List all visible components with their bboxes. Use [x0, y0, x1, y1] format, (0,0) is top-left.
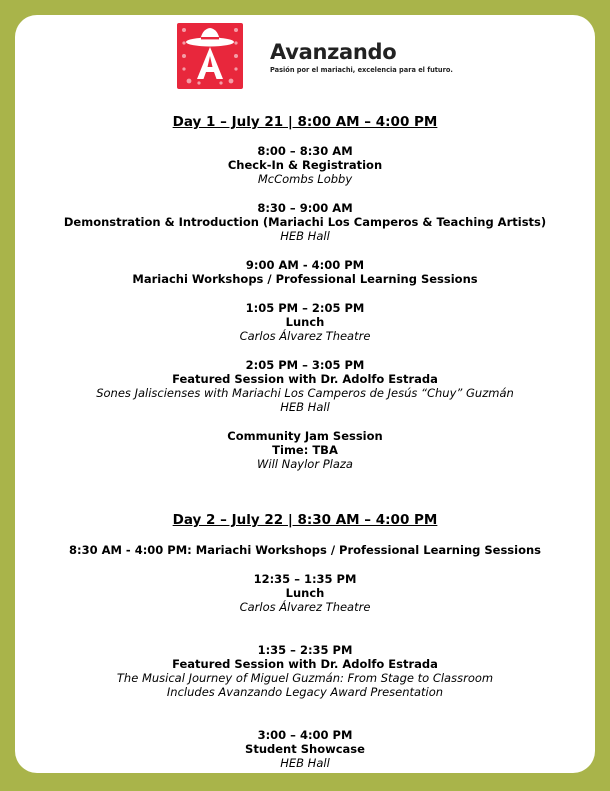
session-location: HEB Hall	[280, 400, 330, 414]
session-title: Featured Session with Dr. Adolfo Estrada	[172, 372, 438, 386]
brand-name: Avanzando	[270, 40, 397, 64]
session-all-day: 8:30 AM - 4:00 PM: Mariachi Workshops / Professional Learning Sessions	[68, 543, 542, 557]
session-time: 2:05 PM – 3:05 PM	[245, 358, 365, 372]
session-title: Community Jam Session	[227, 429, 383, 443]
session-location: Will Naylor Plaza	[257, 457, 353, 471]
session-time: 12:35 – 1:35 PM	[253, 572, 357, 586]
brand-tagline: Pasión por el mariachi, excelencia para el futuro.	[270, 66, 453, 74]
session-title: Lunch	[285, 315, 325, 329]
session-location: HEB Hall	[280, 756, 330, 770]
session-location: McCombs Lobby	[257, 172, 353, 186]
session-title: Student Showcase	[245, 742, 365, 756]
day1-heading: Day 1 – July 21 | 8:00 AM – 4:00 PM	[172, 114, 438, 130]
schedule	[15, 15, 595, 773]
session-time: 1:35 – 2:35 PM	[257, 643, 353, 657]
session-time: 8:00 – 8:30 AM	[257, 144, 353, 158]
session-time: 8:30 – 9:00 AM	[257, 201, 353, 215]
session-time: Time: TBA	[272, 443, 338, 457]
session-location: Carlos Álvarez Theatre	[239, 600, 371, 614]
session-location: HEB Hall	[280, 229, 330, 243]
session-time: 3:00 – 4:00 PM	[257, 728, 353, 742]
schedule-card	[15, 15, 595, 773]
session-location: Carlos Álvarez Theatre	[239, 329, 371, 343]
day2-heading: Day 2 – July 22 | 8:30 AM – 4:00 PM	[172, 512, 438, 528]
session-detail: Includes Avanzando Legacy Award Presentation	[166, 685, 444, 699]
session-detail: Sones Jaliscienses with Mariachi Los Camperos de Jesús “Chuy” Guzmán	[96, 386, 514, 400]
session-title: Mariachi Workshops / Professional Learning Sessions	[132, 272, 478, 286]
session-time: 9:00 AM - 4:00 PM	[245, 258, 365, 272]
session-title: Lunch	[285, 586, 325, 600]
session-title: Check-In & Registration	[227, 158, 383, 172]
session-title: Featured Session with Dr. Adolfo Estrada	[172, 657, 438, 671]
session-detail: The Musical Journey of Miguel Guzmán: From Stage to Classroom	[116, 671, 494, 685]
session-title: Demonstration & Introduction (Mariachi Los Camperos & Teaching Artists)	[63, 215, 547, 229]
session-time: 1:05 PM – 2:05 PM	[245, 301, 365, 315]
